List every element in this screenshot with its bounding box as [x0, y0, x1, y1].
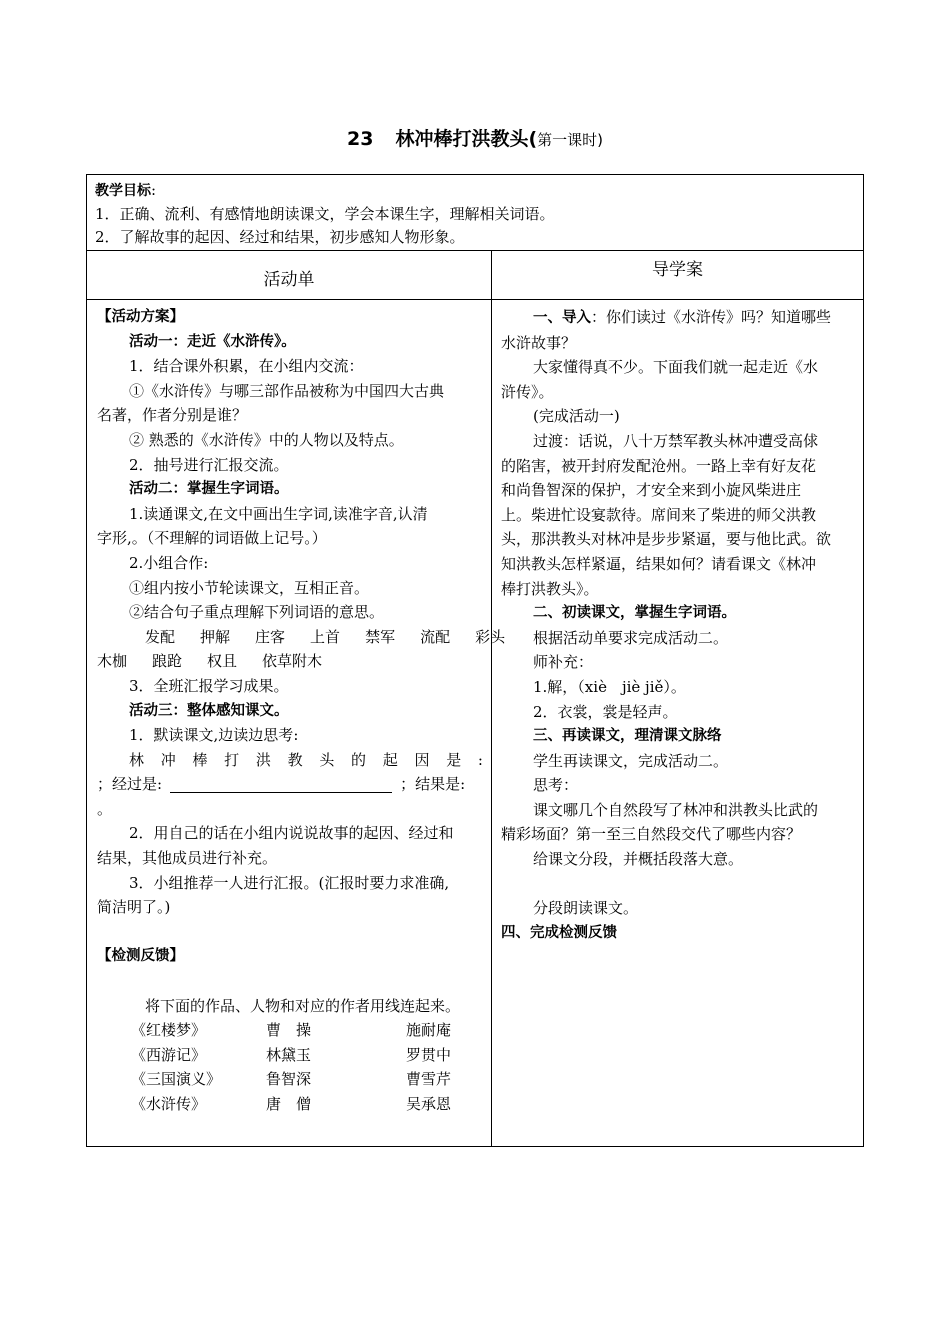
text-line: (完成活动一) [533, 407, 620, 426]
intro-heading: 一、导入 [533, 310, 591, 326]
prompt-char: 棒 [192, 750, 208, 769]
text-line: 3．全班汇报学习成果。 [129, 676, 289, 695]
text-line: 给课文分段，并概括段落大意。 [533, 850, 744, 869]
matching-exercise [97, 1018, 483, 1116]
match-character: 林黛玉 [266, 1045, 312, 1064]
text-line: 2.小组合作: [129, 553, 209, 572]
match-work: 《红楼梦》 [131, 1021, 207, 1040]
section-two-heading: 二、初读课文，掌握生字词语。 [533, 605, 736, 622]
fill-in-line [97, 772, 483, 797]
vocab-word: 彩头 [475, 627, 506, 646]
prompt-char: 是 [446, 750, 462, 769]
text-line: 结果，其他成员进行补充。 [97, 849, 278, 868]
activity-three-heading: 活动三：整体感知课文。 [129, 702, 289, 719]
activity-sheet-header: 活动单 [87, 251, 492, 300]
section-three-heading: 三、再读课文，理清课文脉络 [533, 728, 722, 745]
text-line: 分段朗读课文。 [533, 899, 639, 918]
text-line: 思考： [533, 776, 579, 795]
text-line: 知洪教头怎样紧逼，结果如何？请看课文《林冲 [501, 554, 817, 573]
text-line: ②结合句子重点理解下列词语的意思。 [129, 603, 385, 622]
text-line: 字形,。（不理解的词语做上记号。） [97, 529, 327, 548]
prompt-char: 的 [351, 750, 367, 769]
vocab-word: 押解 [200, 627, 231, 646]
teaching-goals [87, 175, 863, 251]
match-character: 曹 操 [266, 1021, 312, 1040]
prompt-char: : [477, 750, 483, 769]
feedback-instruction: 将下面的作品、人物和对应的作者用线连起来。 [145, 996, 461, 1015]
text-line: 学生再读课文，完成活动二。 [533, 751, 729, 770]
goals-heading: 教学目标 [95, 183, 151, 199]
guide-header: 导学案 [492, 251, 863, 300]
text-line: 1.解，（xiè jiè jiě）。 [533, 677, 686, 696]
text-line: 1．结合课外积累，在小组内交流： [129, 357, 364, 376]
vocab-row [97, 625, 506, 650]
activity-one-heading: 活动一：走近《水浒传》。 [129, 333, 296, 350]
lesson-title: 林冲棒打洪教头( [395, 128, 538, 150]
vocab-row [97, 649, 483, 674]
prompt-char: 林 [129, 750, 145, 769]
text-line: 根据活动单要求完成活动二。 [533, 628, 729, 647]
guide-column [492, 300, 863, 1146]
match-character: 鲁智深 [266, 1070, 312, 1089]
match-work: 《水浒传》 [131, 1095, 207, 1113]
text-line: ①《水浒传》与哪三部作品被称为中国四大古典 [129, 381, 445, 400]
text-line: 过渡：话说，八十万禁军教头林冲遭受高俅 [533, 431, 819, 450]
prompt-char: 因 [414, 750, 430, 769]
prompt-char: 洪 [255, 750, 271, 769]
vocab-word: 踉跄 [152, 652, 183, 671]
text-line: 上。柴进忙设宴款待。席间来了柴进的师父洪教 [501, 505, 817, 524]
vocab-word: 流配 [420, 627, 451, 646]
text-line: 2．衣裳，裳是轻声。 [533, 702, 678, 721]
text-line: 课文哪几个自然段写了林冲和洪教头比武的 [533, 800, 819, 819]
text-line: 2．用自己的话在小组内说说故事的起因、经过和 [129, 824, 454, 843]
cause-prompt [97, 748, 483, 773]
process-label: ；经过是: [97, 775, 163, 794]
activity-two-heading: 活动二：掌握生字词语。 [129, 481, 289, 498]
text-line: 浒传》。 [501, 382, 554, 401]
plan-heading: 【活动方案】 [97, 309, 184, 325]
text-line: 2．抽号进行汇报交流。 [129, 455, 289, 474]
goal-item: 1．正确、流利、有感情地朗读课文，学会本课生字，理解相关词语。 [95, 205, 555, 223]
answer-blank[interactable] [170, 777, 392, 793]
match-author: 施耐庵 [406, 1021, 452, 1040]
goals-colon: : [151, 181, 157, 199]
match-work: 《三国演义》 [131, 1070, 222, 1089]
vocab-word: 上首 [310, 627, 341, 646]
text-line: 。 [97, 799, 113, 818]
text-line: 名著，作者分别是谁？ [97, 406, 248, 425]
match-author: 曹雪芹 [406, 1070, 452, 1089]
goal-item: 2．了解故事的起因、经过和结果，初步感知人物形象。 [95, 228, 465, 246]
match-author: 吴承恩 [406, 1095, 452, 1113]
text-line: 3．小组推荐一人进行汇报。(汇报时要力求准确, [129, 873, 450, 892]
intro-text: ：你们读过《水浒传》吗？知道哪些 [591, 308, 832, 326]
prompt-char: 打 [224, 750, 240, 769]
prompt-char: 冲 [160, 750, 176, 769]
match-author: 罗贯中 [406, 1045, 452, 1064]
text-line: 1.读通课文,在文中画出生字词,读准字音,认清 [129, 504, 428, 523]
text-line: 和尚鲁智深的保护，才安全来到小旋风柴进庄 [501, 481, 802, 500]
text-line: 简洁明了。) [97, 898, 171, 917]
lesson-table [86, 174, 864, 1147]
text-line: 1．默读课文,边读边思考: [129, 726, 299, 745]
vocab-word: 依草附木 [262, 652, 323, 671]
prompt-char: 教 [287, 750, 303, 769]
vocab-word: 禁军 [365, 627, 396, 646]
activity-column [87, 300, 506, 1146]
prompt-char: 起 [382, 750, 398, 769]
text-line: ①组内按小节轮读课文，互相正音。 [129, 578, 370, 597]
text-line: 头，那洪教头对林冲是步步紧逼，要与他比武。欲 [501, 530, 832, 549]
intro-line [501, 305, 855, 331]
vocab-word: 发配 [145, 627, 176, 646]
vocab-word: 木枷 [97, 652, 128, 671]
section-four-heading: 四、完成检测反馈 [501, 924, 617, 941]
lesson-subtitle: 第一课时) [537, 131, 603, 149]
result-label: ；结果是: [400, 775, 466, 794]
text-line: 棒打洪教头》。 [501, 579, 599, 598]
text-line: 水浒故事？ [501, 333, 577, 352]
text-line: 大家懂得真不少。下面我们就一起走近《水 [533, 358, 819, 377]
vocab-word: 庄客 [255, 627, 286, 646]
feedback-heading: 【检测反馈】 [97, 948, 184, 965]
page-title [0, 124, 950, 151]
vocab-word: 权且 [207, 652, 238, 671]
text-line: 的陷害，被开封府发配沧州。一路上幸有好友花 [501, 456, 817, 475]
prompt-char: 头 [319, 750, 335, 769]
match-character: 唐 僧 [266, 1095, 312, 1113]
text-line: 精彩场面？第一至三自然段交代了哪些内容？ [501, 825, 802, 844]
text-line: ② 熟悉的《水浒传》中的人物以及特点。 [129, 430, 404, 449]
match-work: 《西游记》 [131, 1045, 207, 1064]
lesson-number: 23 [347, 128, 374, 150]
text-line: 师补充： [533, 653, 594, 672]
